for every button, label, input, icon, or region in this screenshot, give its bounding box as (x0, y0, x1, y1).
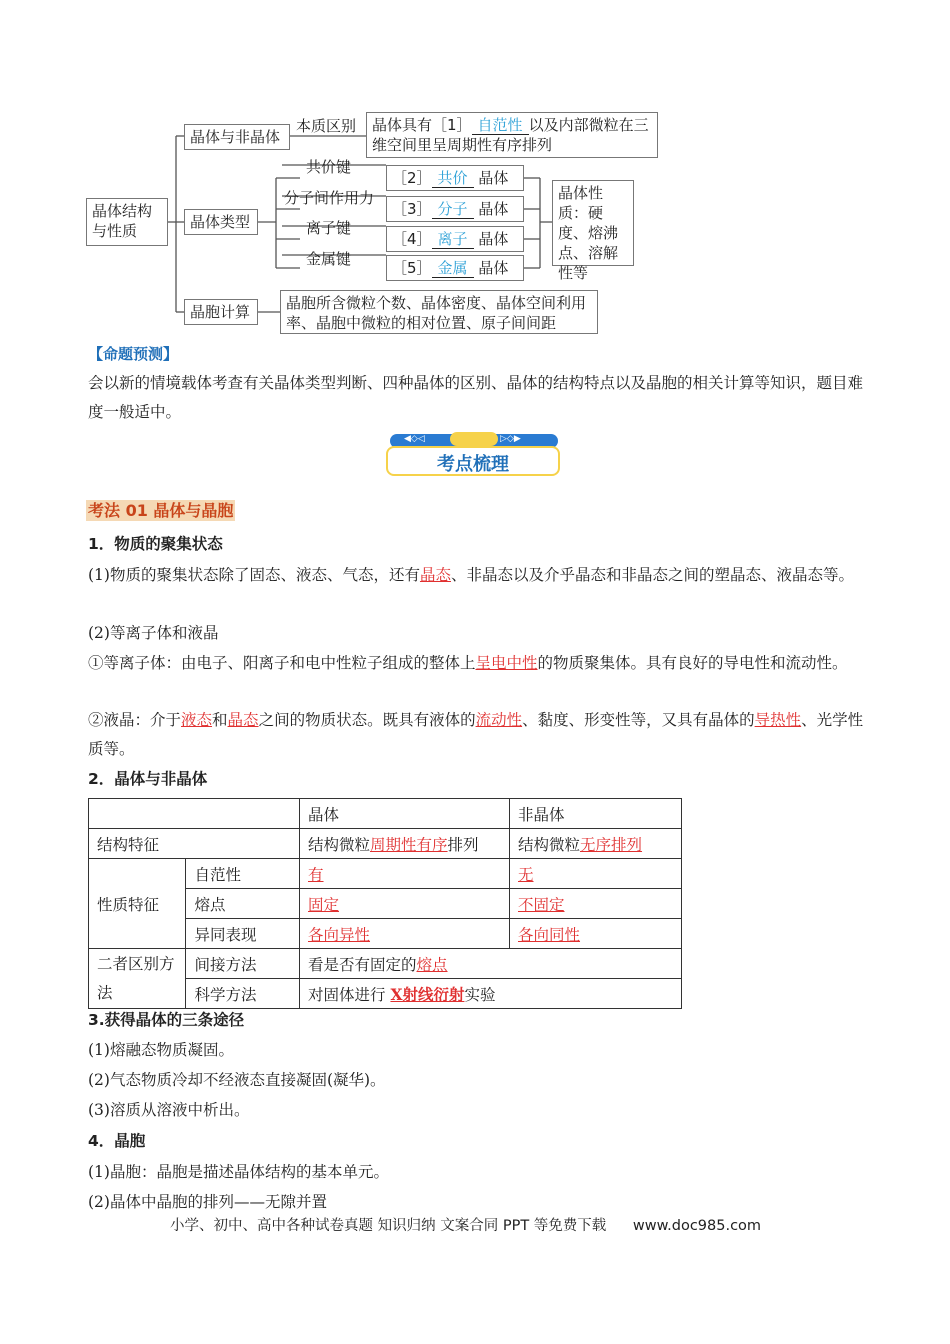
para-1-3: ①等离子体：由电子、阳离子和电中性粒子组成的整体上呈电中性的物质聚集体。具有良好的导电性和流动性。 (88, 654, 848, 672)
branch-crystal-vs-amorphous: 晶体与非晶体 (184, 124, 290, 150)
arrow-left-icon: ◀◇◁ (404, 434, 425, 444)
type-box-4: ［4］ 离子 晶体 (386, 226, 524, 252)
footer (170, 1214, 761, 1235)
heading-4: 4．晶胞 (88, 1132, 146, 1150)
para-1-4: ②液晶：介于液态和晶态之间的物质状态。既具有液体的流动性、黏度、形变性等，又具有晶体的导热性、光学性质等。 (88, 711, 864, 758)
essential-difference-box: 晶体具有［1］ 自范性 以及内部微粒在三维空间里呈周期性有序排列 (366, 112, 658, 158)
prediction-tag: 【命题预测】 (88, 345, 179, 363)
footer-link[interactable]: www.doc985.com (632, 1218, 762, 1234)
para-1-2: (2)等离子体和液晶 (88, 624, 219, 642)
footer-text: 小学、初中、高中各种试卷真题 知识归纳 文案合同 PPT 等免费下载 (170, 1218, 607, 1234)
answer-1: 自范性 (472, 116, 529, 135)
bond-covalent: 共价键 (306, 158, 352, 176)
heading-3: 3.获得晶体的三条途径 (88, 1011, 245, 1029)
para-4-2: (2)晶体中晶胞的排列——无隙并置 (88, 1193, 327, 1211)
unit-cell-calc-box: 晶胞所含微粒个数、晶体密度、晶体空间利用率、晶胞中微粒的相对位置、原子间间距 (280, 290, 598, 334)
para-3-1: (1)熔融态物质凝固。 (88, 1041, 234, 1059)
para-1-1: (1)物质的聚集状态除了固态、液态、气态，还有晶态、非晶态以及介乎晶态和非晶态之间的塑晶态、液晶态等。 (88, 566, 854, 584)
heading-2: 2．晶体与非晶体 (88, 770, 208, 788)
para-3-2: (2)气态物质冷却不经液态直接凝固(凝华)。 (88, 1071, 386, 1089)
para-4-1: (1)晶胞：晶胞是描述晶体结构的基本单元。 (88, 1163, 389, 1181)
arrow-right-icon: ▷◇▶ (500, 434, 521, 444)
crystal-property-box: 晶体性质：硬度、熔沸点、溶解性等 (552, 180, 634, 266)
bond-metallic: 金属键 (306, 250, 352, 268)
essential-difference-label: 本质区别 (296, 117, 357, 135)
branch-crystal-types: 晶体类型 (184, 209, 258, 235)
mindmap-root: 晶体结构与性质 (86, 198, 168, 246)
section-title: 考法 01 晶体与晶胞 (88, 501, 234, 520)
heading-1: 1．物质的聚集状态 (88, 535, 223, 553)
bond-intermolecular: 分子间作用力 (284, 189, 375, 207)
para-3-3: (3)溶质从溶液中析出。 (88, 1101, 250, 1119)
branch-unit-cell-calc: 晶胞计算 (184, 299, 258, 325)
type-box-2: ［2］ 共价 晶体 (386, 165, 524, 191)
comparison-table: 晶体 非晶体 结构特征 结构微粒周期性有序排列 结构微粒无序排列 性质特征 自范性 有 无 熔点 固定 不固定 异同表现 各向异性 各向同性 二者区别方法 间接方法 看是否有固定的熔点 科学方法 对固体进行 X射线衍射实验 (88, 798, 682, 1009)
section-banner (386, 432, 562, 478)
prediction-text: 会以新的情境载体考查有关晶体类型判断、四种晶体的区别、晶体的结构特点以及晶胞的相关计算等知识，题目难度一般适中。 (88, 374, 864, 421)
type-box-5: ［5］ 金属 晶体 (386, 255, 524, 281)
banner-title: 考点梳理 (437, 454, 509, 475)
bond-ionic: 离子键 (306, 219, 352, 237)
type-box-3: ［3］ 分子 晶体 (386, 196, 524, 222)
